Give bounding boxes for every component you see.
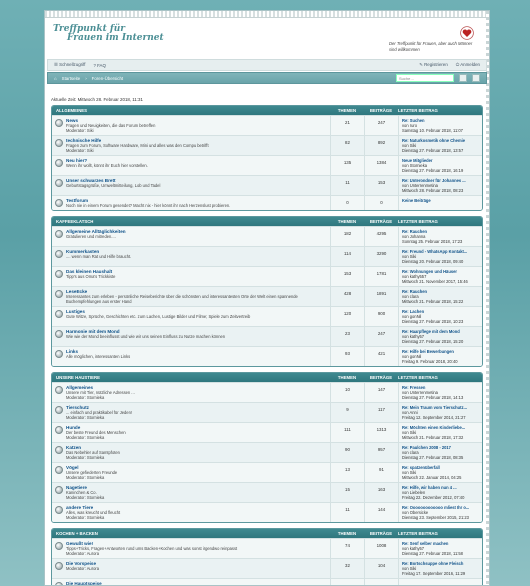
- post-count: 163: [364, 483, 398, 502]
- last-post-date: Dienstag 20. Februar 2018, 09:40: [402, 259, 464, 264]
- forum-row: [52, 402, 482, 422]
- last-post-title-link[interactable]: Re: Suchen: [402, 118, 425, 123]
- last-post-author[interactable]: von Unterrenmetina: [402, 390, 438, 395]
- forum-title-link[interactable]: Links: [66, 349, 78, 354]
- post-count: 1891: [364, 287, 398, 306]
- last-post-title-link[interactable]: Re: Hilfe, wir haben nun 4 ...: [402, 485, 457, 490]
- forum-cell: [52, 403, 330, 422]
- last-post-author[interactable]: von gonNil: [402, 314, 422, 319]
- last-post-cell: [398, 383, 482, 402]
- topic-count: [330, 579, 364, 586]
- last-post-date: Dienstag 27. Februar 2018, 16:19: [402, 168, 464, 173]
- post-count: 247: [364, 327, 398, 346]
- post-count: 892: [364, 136, 398, 155]
- forum-read-icon: [55, 350, 63, 358]
- last-post-author[interactable]: von clara: [402, 294, 419, 299]
- topic-count: 10: [330, 383, 364, 402]
- forum-read-icon: [55, 582, 63, 586]
- post-count: 900: [364, 307, 398, 326]
- last-post-date: Sonntag 25. Februar 2018, 17:23: [402, 239, 463, 244]
- post-count: 144: [364, 503, 398, 522]
- forum-row: [52, 135, 482, 155]
- forum-read-icon: [55, 562, 63, 570]
- last-post-title-link[interactable]: Re: Rauchen: [402, 289, 428, 294]
- last-post-cell: [398, 267, 482, 286]
- forum-description: Interessantes zum erleben - persönliche Reiseberichte über die schönsten und interessantesten Orte der Welt einen spannende Buchempfehlungen aus erster Hand: [66, 294, 298, 304]
- last-post-author[interactable]: von Obersicke: [402, 510, 429, 515]
- last-post-author[interactable]: von Siki: [402, 143, 417, 148]
- post-count: 153: [364, 176, 398, 195]
- forum-read-icon: [55, 426, 63, 434]
- forum-moderator: Moderator: Siki: [66, 128, 94, 133]
- category-block: [51, 528, 483, 586]
- posts-column-header: BEITRÄGE: [369, 108, 393, 113]
- last-post-cell: [398, 463, 482, 482]
- last-post-date: Mittwoch 21. November 2017, 15:46: [402, 279, 468, 284]
- home-icon: ⌂: [54, 75, 57, 81]
- forum-title-link[interactable]: Die Hauptspeise: [66, 581, 102, 586]
- forum-title-link[interactable]: Das kleinen Haushalt: [66, 269, 113, 274]
- post-count: 91: [364, 463, 398, 482]
- topics-column-header: THEMEN: [337, 108, 357, 113]
- forum-description: Alle möglichen, interessanten Links: [66, 354, 131, 359]
- page-edge-decoration: [486, 11, 489, 585]
- topic-count: 32: [330, 559, 364, 578]
- forum-cell: [52, 247, 330, 266]
- last-post-title-link[interactable]: Re: Ooooooooooooo mliest Ihr o...: [402, 505, 470, 510]
- last-post-cell: [398, 136, 482, 155]
- last-post-author[interactable]: von gonNil: [402, 354, 422, 359]
- forum-cell: [52, 579, 330, 586]
- last-post-author[interactable]: von Siki: [402, 470, 417, 475]
- post-count: 421: [364, 347, 398, 366]
- last-post-cell: [398, 156, 482, 175]
- last-post-title-link[interactable]: Re: Hilfe bei Bewerbungen: [402, 349, 454, 354]
- binder-rings: [45, 11, 489, 18]
- forum-title-link[interactable]: Neu hier?: [66, 158, 88, 163]
- last-post-author[interactable]: von Stornieka: [402, 163, 428, 168]
- last-post-date: Mittwoch 28. Februar 2018, 08:23: [402, 188, 464, 193]
- last-post-author[interactable]: von Liebelen: [402, 490, 426, 495]
- forum-cell: [52, 383, 330, 402]
- site-logo[interactable]: [53, 25, 193, 53]
- forum-title-link[interactable]: Unser schwarzes Brett: [66, 178, 116, 183]
- last-post-cell: [398, 443, 482, 462]
- category-header: [52, 373, 482, 382]
- last-post-date: Dienstag 27. Februar 2018, 15:20: [402, 339, 464, 344]
- last-post-date: Freitag 12. September 2014, 21:27: [402, 415, 466, 420]
- topic-count: 428: [330, 287, 364, 306]
- forum-description: Das Nebehler auf Samtpfoten: [66, 450, 120, 455]
- current-time: Aktuelle Zeit: Mittwoch 28. Februar 2018, 11:31: [51, 97, 143, 102]
- forum-cell: [52, 423, 330, 442]
- last-post-date: Dienstag 27. Februar 2018, 13:57: [402, 148, 464, 153]
- forum-read-icon: [55, 466, 63, 474]
- forum-title-link[interactable]: Kummerkasten: [66, 249, 100, 254]
- last-post-date: Dienstag 27. Februar 2018, 08:35: [402, 455, 464, 460]
- last-post-cell: [398, 176, 482, 195]
- quicklinks-link[interactable]: ☰ Schnellzugriff: [54, 62, 86, 67]
- forum-description: .... wenn man Rat und Hilfe braucht.: [66, 254, 132, 259]
- post-count: 3290: [364, 247, 398, 266]
- topic-count: 114: [330, 247, 364, 266]
- forum-read-icon: [55, 386, 63, 394]
- last-post-cell: [398, 287, 482, 306]
- forum-moderator: Moderator: Aurora: [66, 566, 99, 571]
- search-button[interactable]: [459, 74, 467, 82]
- forum-cell: [52, 116, 330, 135]
- post-count: 957: [364, 443, 398, 462]
- last-post-title-link[interactable]: Re: Fressen: [402, 385, 426, 390]
- forum-moderator: Moderator: Stornieka: [66, 515, 105, 520]
- forum-description: Fragen und Neuigkeiten, die das Forum betreffen: [66, 123, 156, 128]
- breadcrumb-home[interactable]: Startseite: [61, 75, 81, 81]
- last-post-title-link[interactable]: Re: Mein Traum vom Tierschutz...: [402, 405, 467, 410]
- forum-row: [52, 442, 482, 462]
- register-link[interactable]: ✎ Registrieren: [419, 62, 448, 67]
- last-post-cell: [398, 539, 482, 558]
- forum-description: Wie wie der Mond beeinflusst und wie wir uns seinen Einfluss zu Nutze machen können: [66, 334, 226, 339]
- forum-read-icon: [55, 270, 63, 278]
- forum-row: [52, 115, 482, 135]
- forum-cell: [52, 176, 330, 195]
- topic-count: 23: [330, 327, 364, 346]
- last-post-date: Dienstag 23. September 2015, 21:23: [402, 515, 469, 520]
- topic-count: 120: [330, 307, 364, 326]
- faq-link[interactable]: ? FAQ: [93, 62, 106, 68]
- forum-description: Gute Witze, Sprüche, Geschichten etc. zum Lachen, Lustige Bilder und Filme; Spiele zum Zeitvertreib: [66, 314, 251, 319]
- last-post-title-link[interactable]: Re: Lachen: [402, 309, 425, 314]
- forum-row: [52, 558, 482, 578]
- post-count: 1313: [364, 423, 398, 442]
- last-post-column-header: LETZTER BEITRAG: [398, 108, 438, 113]
- forum-moderator: Moderator: Aurora: [66, 551, 99, 556]
- forum-title-link[interactable]: technische Hilfe: [66, 138, 102, 143]
- forum-read-icon: [55, 250, 63, 258]
- topic-count: 135: [330, 156, 364, 175]
- forum-read-icon: [55, 290, 63, 298]
- category-title[interactable]: KAFFEEKLATSCH: [56, 219, 94, 224]
- forum-cell: [52, 196, 330, 210]
- category-title[interactable]: UNSERE HAUSTIERE: [56, 375, 100, 380]
- topic-count: 90: [330, 443, 364, 462]
- forum-title-link[interactable]: Hunde: [66, 425, 81, 430]
- forum-read-icon: [55, 119, 63, 127]
- category-title[interactable]: KOCHEN + BACKEN: [56, 531, 98, 536]
- forum-description: Geburtstagsgrüße, Umweltmitteilung, Lob und Tadel: [66, 183, 161, 188]
- breadcrumb-bar: [47, 72, 487, 84]
- forum-title-link[interactable]: Nagetiere: [66, 485, 87, 490]
- last-post-cell: [398, 307, 482, 326]
- last-post-date: Dienstag 27. Februar 2018, 14:13: [402, 395, 464, 400]
- forum-title-link[interactable]: Allgemeines: [66, 385, 94, 390]
- forum-row: [52, 502, 482, 522]
- forum-row: [52, 246, 482, 266]
- last-post-date: Dienstag 27. Februar 2018, 10:23: [402, 319, 464, 324]
- forum-row: [52, 286, 482, 306]
- last-post-cell: [398, 227, 482, 246]
- forum-read-icon: [55, 179, 63, 187]
- forum-description: Wenn ihr wollt, könnt ihr Euch hier vorstellen.: [66, 163, 148, 168]
- forum-page: [44, 10, 490, 586]
- last-post-author[interactable]: von kathy57: [402, 546, 425, 551]
- forum-title-link[interactable]: Lustiges: [66, 309, 85, 314]
- forum-read-icon: [55, 230, 63, 238]
- forum-read-icon: [55, 542, 63, 550]
- last-post-author[interactable]: von Siki: [402, 430, 417, 435]
- forum-description: Gratulieren und mitreden....: [66, 234, 116, 239]
- last-post-date: Mittwoch 21. Februar 2018, 15:22: [402, 299, 464, 304]
- topic-count: 15: [330, 483, 364, 502]
- search-input[interactable]: Suche…: [396, 74, 454, 82]
- topics-column-header: THEMEN: [337, 219, 357, 224]
- site-tagline: Der Treffpunkt für Frauen, aber auch Männer sind willkommen: [389, 41, 473, 52]
- forum-moderator: Moderator: Stornieka: [66, 495, 105, 500]
- last-post-column-header: LETZTER BEITRAG: [398, 531, 438, 536]
- forum-description: Fragen zum Forum, Software Hardware, Mini und alles was den Compu betrifft: [66, 143, 209, 148]
- forum-row: [52, 195, 482, 210]
- forum-read-icon: [55, 159, 63, 167]
- login-link[interactable]: ⏻ Anmelden: [455, 62, 480, 67]
- last-post-cell: [398, 423, 482, 442]
- last-post-author[interactable]: von Anni: [402, 410, 418, 415]
- top-nav: [47, 59, 487, 71]
- forum-row: [52, 306, 482, 326]
- post-count: 104: [364, 559, 398, 578]
- post-count: 1008: [364, 539, 398, 558]
- last-post-title-link[interactable]: Re: Haarpflege mit dem Mond: [402, 329, 460, 334]
- topics-column-header: THEMEN: [337, 531, 357, 536]
- forum-title-link[interactable]: Testforum: [66, 198, 89, 203]
- forum-row: [52, 326, 482, 346]
- topic-count: 182: [330, 227, 364, 246]
- last-post-date: Freitag 22. Dezember 2012, 07:40: [402, 495, 465, 500]
- last-post-title-link[interactable]: Re: Bortschsuppe ohne Fleisch: [402, 561, 464, 566]
- forum-title-link[interactable]: Katzen: [66, 445, 82, 450]
- last-post-author[interactable]: von Siki: [402, 566, 417, 571]
- forum-row: [52, 538, 482, 558]
- posts-column-header: BEITRÄGE: [369, 219, 393, 224]
- forum-cell: [52, 327, 330, 346]
- logo-line-1: Treffpunkt für: [53, 24, 126, 34]
- topics-column-header: THEMEN: [337, 375, 357, 380]
- site-header: [45, 19, 489, 59]
- last-post-cell: [398, 116, 482, 135]
- forum-cell: [52, 347, 330, 366]
- last-post-title-link[interactable]: Re: Naturkosmetik ohne Chemie: [402, 138, 466, 143]
- last-post-cell: [398, 503, 482, 522]
- topic-count: 21: [330, 116, 364, 135]
- forum-cell: [52, 136, 330, 155]
- forum-read-icon: [55, 199, 63, 207]
- forum-read-icon: [55, 446, 63, 454]
- forum-row: [52, 422, 482, 442]
- forum-cell: [52, 503, 330, 522]
- last-post-title-link[interactable]: Keine Beiträge: [402, 198, 431, 203]
- forum-cell: [52, 463, 330, 482]
- post-count: 1384: [364, 156, 398, 175]
- post-count: 147: [364, 383, 398, 402]
- last-post-date: Freitag 9. Februar 2018, 20:40: [402, 359, 458, 364]
- topic-count: 11: [330, 503, 364, 522]
- last-post-title-link[interactable]: Re: Möchten einen Kinderliebe...: [402, 425, 466, 430]
- last-post-author[interactable]: von kathy557: [402, 274, 427, 279]
- forum-title-link[interactable]: Gewußt wie!: [66, 541, 94, 546]
- last-post-date: Mittwoch 22. Januar 2014, 04:25: [402, 475, 462, 480]
- category-block: [51, 372, 483, 523]
- forum-moderator: Moderator: Stornieka: [66, 475, 105, 480]
- forum-row: [52, 346, 482, 366]
- category-header: [52, 529, 482, 538]
- last-post-title-link[interactable]: Re: Paulchen 2008 - 2017: [402, 445, 451, 450]
- last-post-title-link[interactable]: Re: spatzenüberfall: [402, 465, 440, 470]
- post-count: [364, 579, 398, 586]
- topic-count: 82: [330, 136, 364, 155]
- forum-row: [52, 382, 482, 402]
- topic-count: 11: [330, 176, 364, 195]
- forum-row: [52, 266, 482, 286]
- posts-column-header: BEITRÄGE: [369, 531, 393, 536]
- forum-cell: [52, 443, 330, 462]
- forum-read-icon: [55, 486, 63, 494]
- last-post-author[interactable]: von ruro: [402, 123, 418, 128]
- forum-title-link[interactable]: Die Vorspeise: [66, 561, 97, 566]
- breadcrumb-index[interactable]: Foren-Übersicht: [91, 75, 124, 81]
- post-count: 0: [364, 196, 398, 210]
- last-post-title-link[interactable]: Re: Freund - WhatsApp Kontakt...: [402, 249, 468, 254]
- last-post-author[interactable]: von Siki: [402, 254, 417, 259]
- category-title[interactable]: ALLGEMEINES: [56, 108, 88, 113]
- forum-moderator: Moderator: Siki: [66, 148, 94, 153]
- forum-title-link[interactable]: Harmonie mit dem Mond: [66, 329, 120, 334]
- forum-title-link[interactable]: Tierschutz: [66, 405, 89, 410]
- last-post-column-header: LETZTER BEITRAG: [398, 375, 438, 380]
- forum-read-icon: [55, 139, 63, 147]
- forum-cell: [52, 156, 330, 175]
- last-post-author[interactable]: von clara: [402, 450, 419, 455]
- last-post-column-header: LETZTER BEITRAG: [398, 219, 438, 224]
- last-post-author[interactable]: von Unterrenmetina: [402, 183, 438, 188]
- last-post-cell: [398, 247, 482, 266]
- advanced-search-gear-icon[interactable]: [472, 74, 480, 82]
- category-header: [52, 106, 482, 115]
- forum-description: Noch nie in einem Forum gesendet? Macht nix - hier könnt ihr nach Herzenslust probieren.: [66, 203, 231, 208]
- topic-count: 111: [330, 423, 364, 442]
- forum-row: [52, 175, 482, 195]
- last-post-title-link[interactable]: Re: Wohnungen und Häuser: [402, 269, 457, 274]
- forum-moderator: Moderator: Stornieka: [66, 395, 105, 400]
- last-post-cell: [398, 579, 482, 586]
- forum-row: [52, 155, 482, 175]
- forum-read-icon: [55, 310, 63, 318]
- last-post-cell: [398, 196, 482, 210]
- forum-description: ... einfach und praktikabel für Jeden!: [66, 410, 132, 415]
- logo-line-2: Frauen im Internet: [67, 33, 164, 43]
- last-post-cell: [398, 403, 482, 422]
- last-post-title-link[interactable]: Neue Mitglieder: [402, 158, 433, 163]
- chevron-right-icon: ›: [85, 75, 87, 81]
- forum-read-icon: [55, 330, 63, 338]
- last-post-title-link[interactable]: Re: Unterondner für Johannes ...: [402, 178, 466, 183]
- last-post-author[interactable]: von Johanna: [402, 234, 426, 239]
- forum-description: Kaninchen & Co.: [66, 490, 97, 495]
- forum-read-icon: [55, 506, 63, 514]
- last-post-title-link[interactable]: Re: Rauchen: [402, 229, 428, 234]
- forum-cell: [52, 483, 330, 502]
- post-count: 117: [364, 403, 398, 422]
- forum-moderator: Moderator: Stornieka: [66, 415, 105, 420]
- forum-title-link[interactable]: News: [66, 118, 79, 123]
- last-post-cell: [398, 559, 482, 578]
- forum-cell: [52, 539, 330, 558]
- forum-cell: [52, 559, 330, 578]
- forum-cell: [52, 307, 330, 326]
- forum-title-link[interactable]: andere Tiere: [66, 505, 94, 510]
- forum-cell: [52, 267, 330, 286]
- topic-count: 9: [330, 403, 364, 422]
- forum-cell: [52, 287, 330, 306]
- last-post-author[interactable]: von kathy57: [402, 334, 425, 339]
- forum-row: [52, 578, 482, 586]
- forum-moderator: Moderator: Stornieka: [66, 435, 105, 440]
- topic-count: 153: [330, 267, 364, 286]
- last-post-title-link[interactable]: Re: Senf selber machen: [402, 541, 449, 546]
- last-post-date: Freitag 17. September 2016, 11:29: [402, 571, 466, 576]
- topic-count: 0: [330, 196, 364, 210]
- forum-description: Alles, was kreucht und fleucht: [66, 510, 121, 515]
- forum-title-link[interactable]: LeseEcke: [66, 289, 88, 294]
- category-header: [52, 217, 482, 226]
- topic-count: 74: [330, 539, 364, 558]
- category-block: [51, 105, 483, 211]
- last-post-cell: [398, 327, 482, 346]
- forum-description: Tipps+Tricks, Fragen+Antworten rund ums Backen+Kochen und was sonst irgendwo reinpasst: [66, 546, 238, 551]
- forum-description: Tipp's aus Oma's Trickkiste: [66, 274, 116, 279]
- heart-icon: [459, 25, 475, 41]
- posts-column-header: BEITRÄGE: [369, 375, 393, 380]
- forum-title-link[interactable]: Allgemeine Alltäglichkeiten: [66, 229, 126, 234]
- forum-row: [52, 482, 482, 502]
- topic-count: 93: [330, 347, 364, 366]
- last-post-date: Mittwoch 21. Februar 2018, 17:32: [402, 435, 464, 440]
- topic-count: 13: [330, 463, 364, 482]
- forum-moderator: Moderator: Stornieka: [66, 455, 105, 460]
- last-post-cell: [398, 347, 482, 366]
- forum-row: [52, 226, 482, 246]
- forum-cell: [52, 227, 330, 246]
- forum-title-link[interactable]: Vögel: [66, 465, 79, 470]
- forum-list: [51, 105, 483, 586]
- last-post-date: Samstag 10. Februar 2018, 11:07: [402, 128, 463, 133]
- forum-row: [52, 462, 482, 482]
- post-count: 1781: [364, 267, 398, 286]
- post-count: 247: [364, 116, 398, 135]
- forum-description: Unsere gefiederten Freunde: [66, 470, 118, 475]
- last-post-cell: [398, 483, 482, 502]
- forum-description: Der beste Freund des Menschen: [66, 430, 126, 435]
- last-post-date: Dienstag 27. Februar 2018, 11:58: [402, 551, 463, 556]
- post-count: 4295: [364, 227, 398, 246]
- category-block: [51, 216, 483, 367]
- forum-read-icon: [55, 406, 63, 414]
- forum-description: Unsere mit Tier, nützliche Adressen ...: [66, 390, 135, 395]
